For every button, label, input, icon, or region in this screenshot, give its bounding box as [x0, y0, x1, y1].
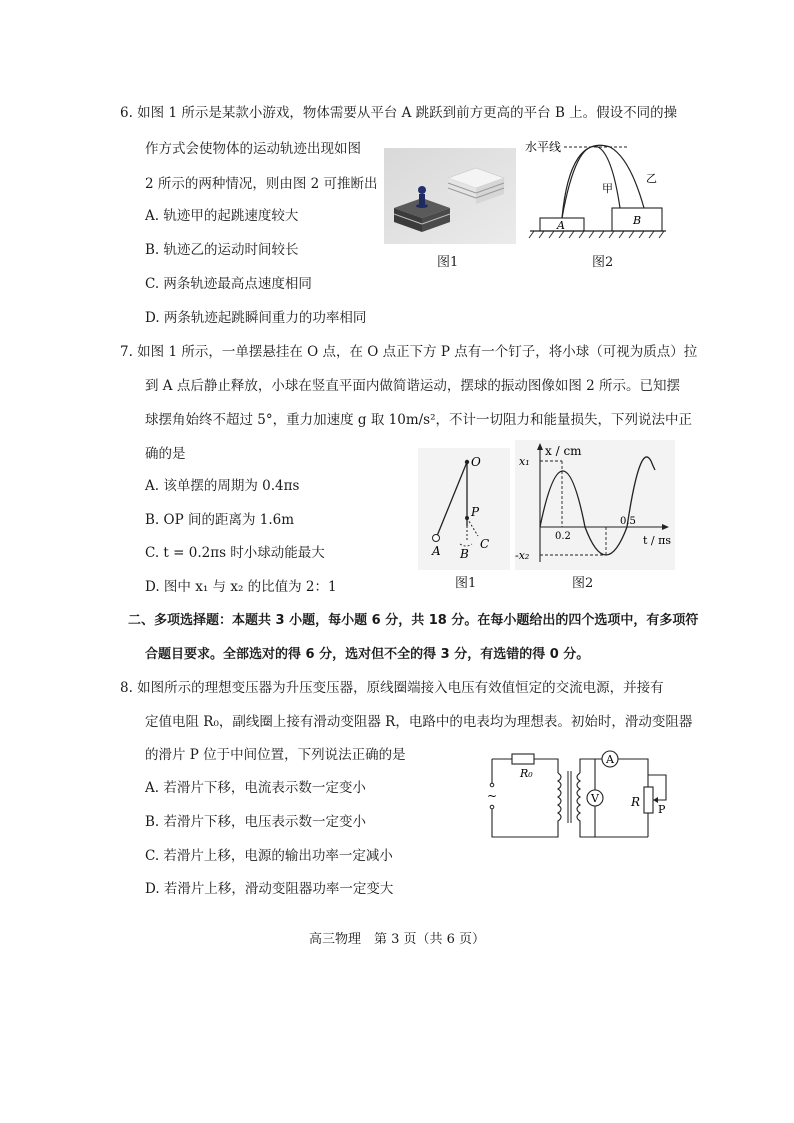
- point-a-label: A: [432, 544, 441, 558]
- r0-label: R₀: [520, 767, 533, 780]
- q6-figure2-caption: 图2: [592, 255, 614, 270]
- t-tick-0.5: 0.5: [620, 516, 636, 527]
- point-o-label: O: [471, 455, 481, 469]
- x1-label: x₁: [519, 455, 530, 468]
- q8-stem-line2: 定值电阻 R₀，副线圈上接有滑动变阻器 R，电路中的电表均为理想表。初始时，滑动变阻器: [145, 714, 693, 730]
- ammeter-label: A: [606, 753, 614, 766]
- point-b-label: B: [460, 547, 469, 561]
- q7-option-d: D. 图中 x₁ 与 x₂ 的比值为 2：1: [145, 579, 337, 595]
- q8-stem-line3: 的滑片 P 位于中间位置，下列说法正确的是: [145, 747, 406, 763]
- x2-label: -x₂: [515, 549, 530, 562]
- q6-figure1-caption: 图1: [437, 255, 459, 270]
- platform-b-label: B: [633, 214, 642, 227]
- resistor-r0: [512, 754, 534, 764]
- q6-figure2-trajectories: [520, 134, 672, 244]
- trajectory-yi-label: 乙: [646, 172, 657, 185]
- horizontal-line-label: 水平线: [525, 140, 562, 154]
- q8-option-a: A. 若滑片下移，电流表示数一定变小: [145, 780, 366, 796]
- r-label: R: [631, 795, 641, 809]
- q7-option-b: B. OP 间的距离为 1.6m: [145, 512, 295, 528]
- q8-circuit-diagram: [480, 745, 676, 845]
- q6-option-c: C. 两条轨迹最高点速度相同: [145, 276, 312, 292]
- q6-option-d: D. 两条轨迹起跳瞬间重力的功率相同: [145, 310, 367, 326]
- q7-stem-line2: 到 A 点后静止释放，小球在竖直平面内做简谐运动，摆球的振动图像如图 2 所示。已知摆: [145, 378, 681, 394]
- q8-option-d: D. 若滑片上移，滑动变阻器功率一定变大: [145, 881, 394, 897]
- q7-figure2-oscillation-graph: [515, 440, 675, 570]
- q8-option-c: C. 若滑片上移，电源的输出功率一定减小: [145, 848, 393, 864]
- x-axis-label: t / πs: [643, 534, 671, 547]
- point-c-label: C: [480, 537, 490, 551]
- q6-stem-line2: 作方式会使物体的运动轨迹出现如图: [145, 141, 361, 157]
- rheostat-r: [644, 787, 653, 813]
- y-axis-label: x / cm: [545, 444, 582, 458]
- section2-heading-line2: 合题目要求。全部选对的得 6 分，选对但不全的得 3 分，有选错的得 0 分。: [145, 647, 590, 662]
- q7-option-a: A. 该单摆的周期为 0.4πs: [145, 478, 300, 494]
- q6-option-a: A. 轨迹甲的起跳速度较大: [145, 208, 299, 224]
- q6-stem-line1: 6. 如图 1 所示是某款小游戏，物体需要从平台 A 跳跃到前方更高的平台 B 上。假设不同的操: [120, 105, 678, 121]
- q7-stem-line1: 7. 如图 1 所示，一单摆悬挂在 O 点，在 O 点正下方 P 点有一个钉子，将小球（可视为质点）拉: [120, 344, 698, 360]
- q7-option-c: C. t = 0.2πs 时小球动能最大: [145, 545, 325, 561]
- page-footer: 高三物理 第 3 页（共 6 页）: [308, 932, 486, 947]
- t-tick-0.2: 0.2: [555, 531, 571, 542]
- q8-stem-line1: 8. 如图所示的理想变压器为升压变压器，原线圈端接入电压有效值恒定的交流电源，并接有: [120, 680, 664, 696]
- q7-figure2-caption: 图2: [572, 576, 594, 591]
- ac-source-symbol: ~: [487, 789, 498, 803]
- voltmeter-label: V: [591, 792, 599, 805]
- platform-a-label: A: [557, 219, 565, 232]
- q7-stem-line4: 确的是: [145, 446, 186, 462]
- trajectory-jia-label: 甲: [602, 182, 613, 195]
- slider-p-label: P: [658, 803, 666, 816]
- q6-stem-line3: 2 所示的两种情况，则由图 2 可推断出: [145, 176, 378, 192]
- point-p-label: P: [471, 505, 480, 519]
- section2-heading-line1: 二、多项选择题：本题共 3 小题，每小题 6 分，共 18 分。在每小题给出的四个选项中，有多项符: [128, 613, 699, 628]
- q7-figure1-caption: 图1: [455, 576, 477, 591]
- q6-option-b: B. 轨迹乙的运动时间较长: [145, 242, 299, 258]
- q7-stem-line3: 球摆角始终不超过 5°，重力加速度 g 取 10m/s²，不计一切阻力和能量损失，下列说法中正: [145, 412, 693, 428]
- q8-option-b: B. 若滑片下移，电压表示数一定变小: [145, 814, 367, 830]
- q6-figure1-game-scene: [384, 148, 516, 244]
- q7-figure1-pendulum: [418, 448, 510, 570]
